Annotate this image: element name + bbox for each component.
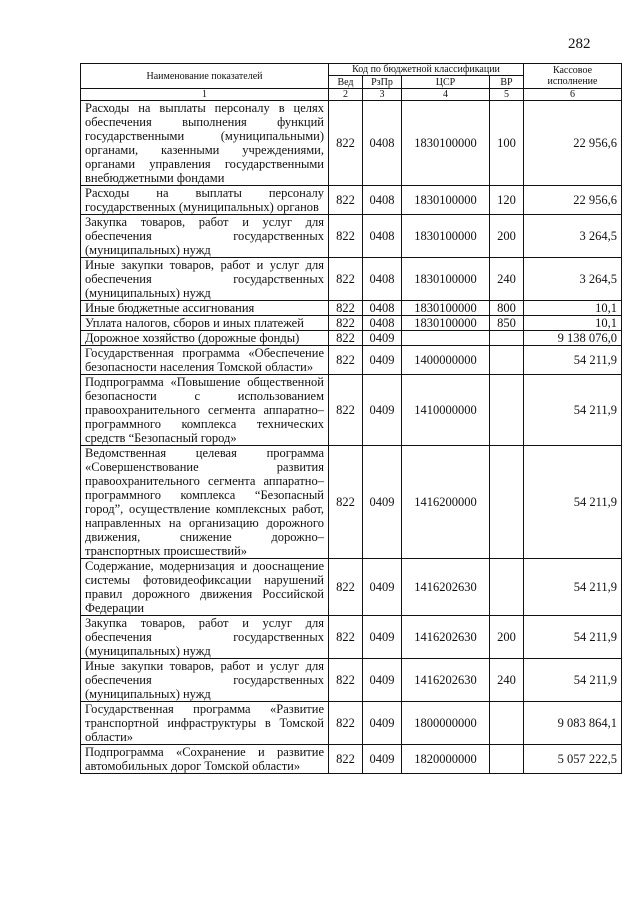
ved-code: 822 — [329, 659, 363, 702]
indicator-name: Дорожное хозяйство (дорожные фонды) — [81, 331, 329, 346]
vr-code — [490, 702, 524, 745]
csr-code: 1820000000 — [402, 745, 490, 774]
vr-code — [490, 331, 524, 346]
indicator-name: Подпрограмма «Повышение общественной безопасности с использованием правоохранительного сегмента аппаратно–программного комплекса технических средств “Безопасный город» — [81, 375, 329, 446]
rzpr-code: 0409 — [363, 446, 402, 559]
column-number: 6 — [524, 89, 622, 101]
ved-code: 822 — [329, 559, 363, 616]
cash-amount: 10,1 — [524, 301, 622, 316]
csr-column-header: ЦСР — [402, 76, 490, 89]
cash-amount: 54 211,9 — [524, 659, 622, 702]
vr-code: 200 — [490, 215, 524, 258]
indicator-name: Уплата налогов, сборов и иных платежей — [81, 316, 329, 331]
rzpr-code: 0408 — [363, 186, 402, 215]
table-row — [81, 559, 622, 616]
table-row — [81, 331, 622, 346]
csr-code: 1416202630 — [402, 659, 490, 702]
ved-code: 822 — [329, 616, 363, 659]
column-number: 4 — [402, 89, 490, 101]
csr-code: 1830100000 — [402, 215, 490, 258]
ved-code: 822 — [329, 346, 363, 375]
column-number-row — [81, 89, 622, 101]
cash-amount: 22 956,6 — [524, 101, 622, 186]
table-row — [81, 659, 622, 702]
rzpr-code: 0408 — [363, 316, 402, 331]
ved-code: 822 — [329, 375, 363, 446]
ved-code: 822 — [329, 101, 363, 186]
vr-column-header: ВР — [490, 76, 524, 89]
rzpr-code: 0409 — [363, 346, 402, 375]
table-row — [81, 616, 622, 659]
rzpr-code: 0409 — [363, 375, 402, 446]
table-row — [81, 745, 622, 774]
csr-code: 1800000000 — [402, 702, 490, 745]
indicator-name: Ведомственная целевая программа «Совершенствование развития правоохранительного сегмента аппаратно–программного комплекса “Безопасный город”, осуществление комплексных работ, направленных на организацию дорожного движения, снижение дорожно–транспортных происшествий» — [81, 446, 329, 559]
cash-amount: 54 211,9 — [524, 559, 622, 616]
ved-code: 822 — [329, 745, 363, 774]
rzpr-code: 0409 — [363, 331, 402, 346]
vr-code — [490, 745, 524, 774]
rzpr-code: 0409 — [363, 745, 402, 774]
indicator-name: Содержание, модернизация и дооснащение системы фотовидеофиксации нарушений правил дорожного движения Российской Федерации — [81, 559, 329, 616]
ved-code: 822 — [329, 702, 363, 745]
indicator-name: Закупка товаров, работ и услуг для обеспечения государственных (муниципальных) нужд — [81, 616, 329, 659]
vr-code: 240 — [490, 659, 524, 702]
table-row — [81, 702, 622, 745]
vr-code: 120 — [490, 186, 524, 215]
csr-code: 1830100000 — [402, 316, 490, 331]
cash-amount: 54 211,9 — [524, 446, 622, 559]
column-number: 1 — [81, 89, 329, 101]
rzpr-code: 0409 — [363, 659, 402, 702]
cash-amount: 5 057 222,5 — [524, 745, 622, 774]
cash-execution-header: Кассовое исполнение — [524, 64, 622, 89]
cash-amount: 54 211,9 — [524, 616, 622, 659]
table-row — [81, 446, 622, 559]
table-row — [81, 301, 622, 316]
column-number: 5 — [490, 89, 524, 101]
ved-code: 822 — [329, 215, 363, 258]
table-row — [81, 258, 622, 301]
table-row — [81, 101, 622, 186]
rzpr-code: 0408 — [363, 301, 402, 316]
name-column-header: Наименование показателей — [81, 64, 329, 89]
indicator-name: Подпрограмма «Сохранение и развитие автомобильных дорог Томской области» — [81, 745, 329, 774]
cash-amount: 10,1 — [524, 316, 622, 331]
indicator-name: Государственная программа «Обеспечение безопасности населения Томской области» — [81, 346, 329, 375]
vr-code: 850 — [490, 316, 524, 331]
rzpr-code: 0408 — [363, 215, 402, 258]
csr-code: 1830100000 — [402, 301, 490, 316]
vr-code: 200 — [490, 616, 524, 659]
cash-amount: 54 211,9 — [524, 375, 622, 446]
ved-code: 822 — [329, 301, 363, 316]
csr-code: 1416202630 — [402, 559, 490, 616]
table-row — [81, 375, 622, 446]
budget-execution-table — [80, 63, 622, 774]
csr-code: 1400000000 — [402, 346, 490, 375]
csr-code: 1416200000 — [402, 446, 490, 559]
table-row — [81, 316, 622, 331]
indicator-name: Иные закупки товаров, работ и услуг для обеспечения государственных (муниципальных) нужд — [81, 659, 329, 702]
rzpr-code: 0409 — [363, 559, 402, 616]
cash-amount: 22 956,6 — [524, 186, 622, 215]
indicator-name: Расходы на выплаты персоналу государственных (муниципальных) органов — [81, 186, 329, 215]
cash-amount: 3 264,5 — [524, 258, 622, 301]
page-number: 282 — [568, 36, 591, 52]
indicator-name: Иные закупки товаров, работ и услуг для обеспечения государственных (муниципальных) нужд — [81, 258, 329, 301]
indicator-name: Государственная программа «Развитие транспортной инфраструктуры в Томской области» — [81, 702, 329, 745]
csr-code: 1410000000 — [402, 375, 490, 446]
indicator-name: Иные бюджетные ассигнования — [81, 301, 329, 316]
ved-code: 822 — [329, 446, 363, 559]
vr-code — [490, 346, 524, 375]
indicator-name: Расходы на выплаты персоналу в целях обеспечения выполнения функций государственными (муниципальными) органами, казенными учреждениями, органами управления государственными внебюджетными фондами — [81, 101, 329, 186]
rzpr-code: 0409 — [363, 702, 402, 745]
rzpr-column-header: РзПр — [363, 76, 402, 89]
rzpr-code: 0408 — [363, 101, 402, 186]
cash-amount: 54 211,9 — [524, 346, 622, 375]
ved-code: 822 — [329, 186, 363, 215]
ved-code: 822 — [329, 316, 363, 331]
csr-code: 1830100000 — [402, 258, 490, 301]
vr-code: 800 — [490, 301, 524, 316]
csr-code: 1830100000 — [402, 101, 490, 186]
ved-column-header: Вед — [329, 76, 363, 89]
csr-code: 1830100000 — [402, 186, 490, 215]
vr-code: 240 — [490, 258, 524, 301]
classification-code-header: Код по бюджетной классификации — [329, 64, 524, 76]
csr-code — [402, 331, 490, 346]
vr-code — [490, 375, 524, 446]
cash-amount: 3 264,5 — [524, 215, 622, 258]
csr-code: 1416202630 — [402, 616, 490, 659]
rzpr-code: 0408 — [363, 258, 402, 301]
column-number: 3 — [363, 89, 402, 101]
vr-code: 100 — [490, 101, 524, 186]
rzpr-code: 0409 — [363, 616, 402, 659]
column-number: 2 — [329, 89, 363, 101]
table-row — [81, 215, 622, 258]
cash-amount: 9 083 864,1 — [524, 702, 622, 745]
indicator-name: Закупка товаров, работ и услуг для обеспечения государственных (муниципальных) нужд — [81, 215, 329, 258]
ved-code: 822 — [329, 331, 363, 346]
vr-code — [490, 446, 524, 559]
cash-amount: 9 138 076,0 — [524, 331, 622, 346]
table-row — [81, 346, 622, 375]
ved-code: 822 — [329, 258, 363, 301]
vr-code — [490, 559, 524, 616]
table-row — [81, 186, 622, 215]
